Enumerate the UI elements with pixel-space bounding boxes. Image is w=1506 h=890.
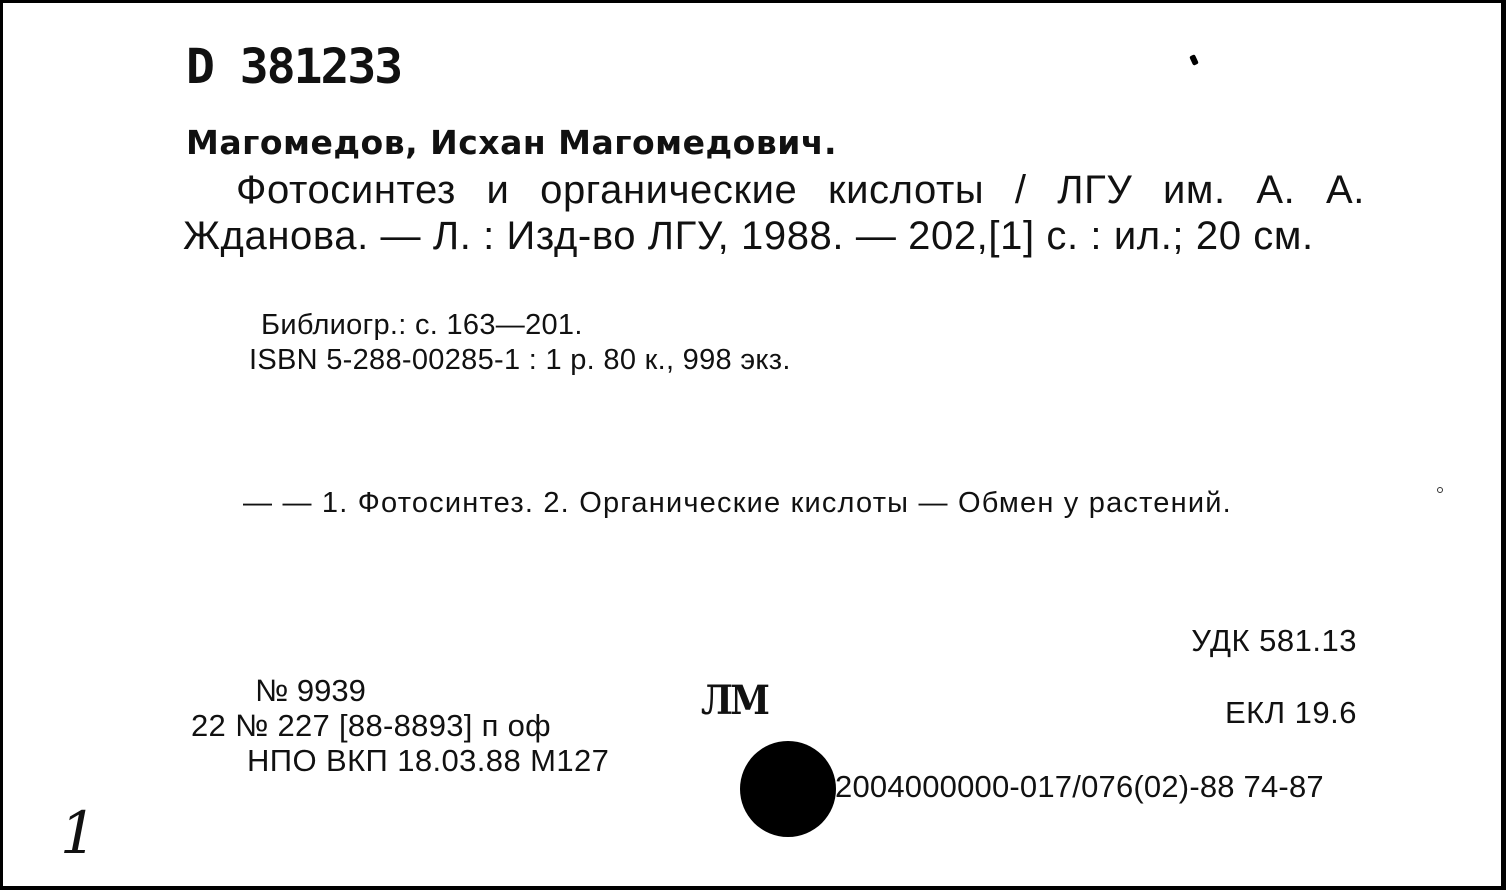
udk-code: УДК 581.13 bbox=[1191, 623, 1357, 658]
card-number: № 9939 bbox=[255, 673, 366, 708]
call-number: D 381233 bbox=[186, 39, 402, 95]
handwritten-mark: 1 bbox=[60, 799, 97, 867]
title-statement: Фотосинтез и органические кислоты / ЛГУ им. А. А. Жданова. — Л. : Изд-во ЛГУ, 1988. — 202,[1] с. : ил.; 20 см. bbox=[183, 168, 1365, 258]
subject-headings: — — 1. Фотосинтез. 2. Органические кислоты — Обмен у растений. bbox=[243, 487, 1232, 519]
ekl-code: ЕКЛ 19.6 bbox=[1224, 695, 1357, 730]
author-heading: Магомедов, Исхан Магомедович. bbox=[186, 123, 838, 162]
catalog-code: 2004000000-017/076(02)-88 74-87 bbox=[835, 769, 1324, 804]
bibliography-note: Библиогр.: с. 163—201. bbox=[261, 309, 583, 341]
lm-stamp: ЛМ bbox=[701, 677, 768, 724]
isbn-price-line: ISBN 5-288-00285-1 : 1 р. 80 к., 998 экз. bbox=[249, 344, 791, 376]
paper-speck bbox=[1437, 487, 1443, 493]
ink-blot bbox=[740, 741, 836, 837]
order-line: 22 № 227 [88-8893] п оф bbox=[191, 708, 551, 743]
ink-speck bbox=[1189, 54, 1199, 66]
publisher-imprint-line: НПО ВКП 18.03.88 М127 bbox=[247, 743, 610, 778]
